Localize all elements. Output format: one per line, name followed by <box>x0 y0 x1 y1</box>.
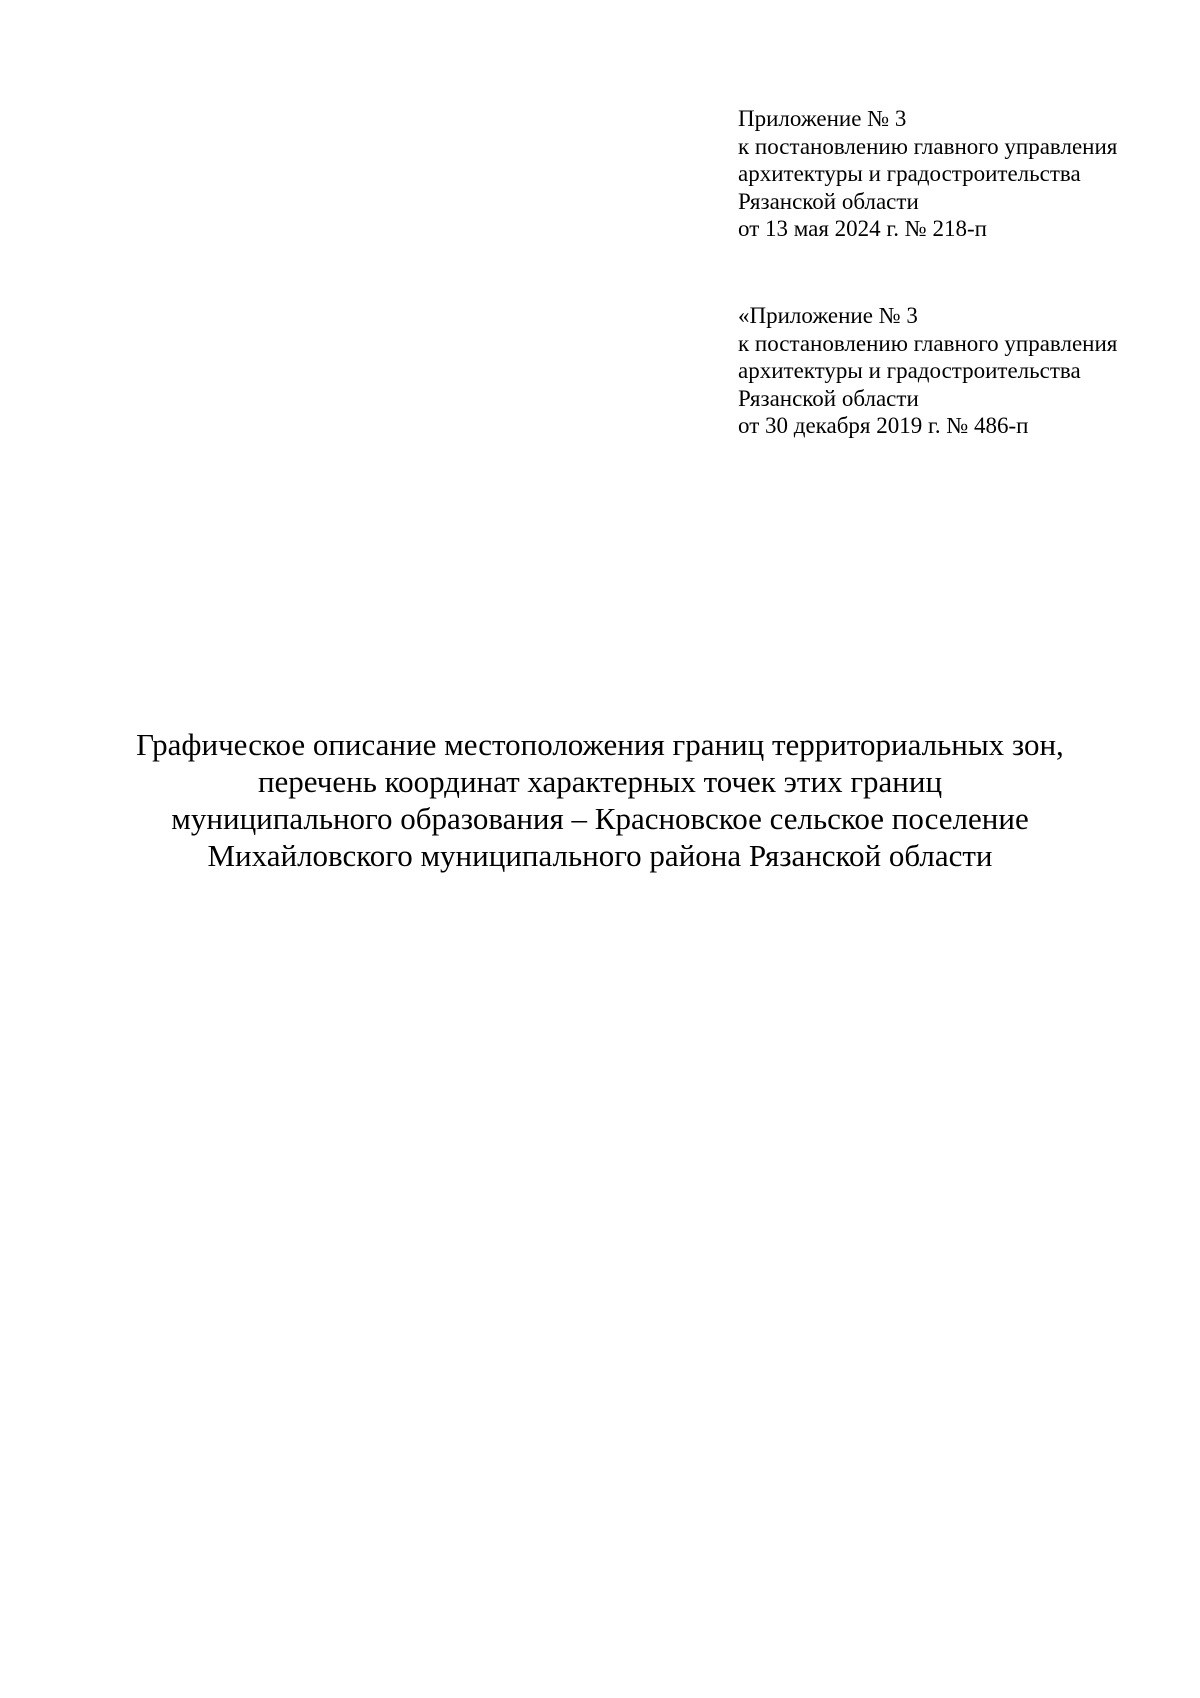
appendix-number: Приложение № 3 <box>738 106 907 131</box>
appendix-resolution-ref: к постановлению главного управления <box>738 133 1118 159</box>
appendix-resolution-ref: к постановлению главного управления <box>738 330 1118 356</box>
title-line: муниципального образования – Красновское сельское поселение <box>171 801 1029 836</box>
appendix-authority: архитектуры и градостроительства <box>738 161 1081 186</box>
appendix-date-number: от 30 декабря 2019 г. № 486-п <box>738 413 1029 438</box>
title-line: Графическое описание местоположения границ территориальных зон, <box>136 727 1064 762</box>
appendix-number: «Приложение № 3 <box>738 303 918 328</box>
appendix-header-previous <box>738 302 1178 440</box>
appendix-header-current <box>738 105 1178 243</box>
appendix-date-number: от 13 мая 2024 г. № 218-п <box>738 216 987 241</box>
document-title <box>60 726 1140 874</box>
appendix-authority: архитектуры и градостроительства <box>738 358 1081 383</box>
title-line: Михайловского муниципального района Рязанской области <box>207 838 993 873</box>
appendix-region: Рязанской области <box>738 385 919 411</box>
title-line: перечень координат характерных точек этих границ <box>257 764 943 799</box>
appendix-region: Рязанской области <box>738 188 919 214</box>
